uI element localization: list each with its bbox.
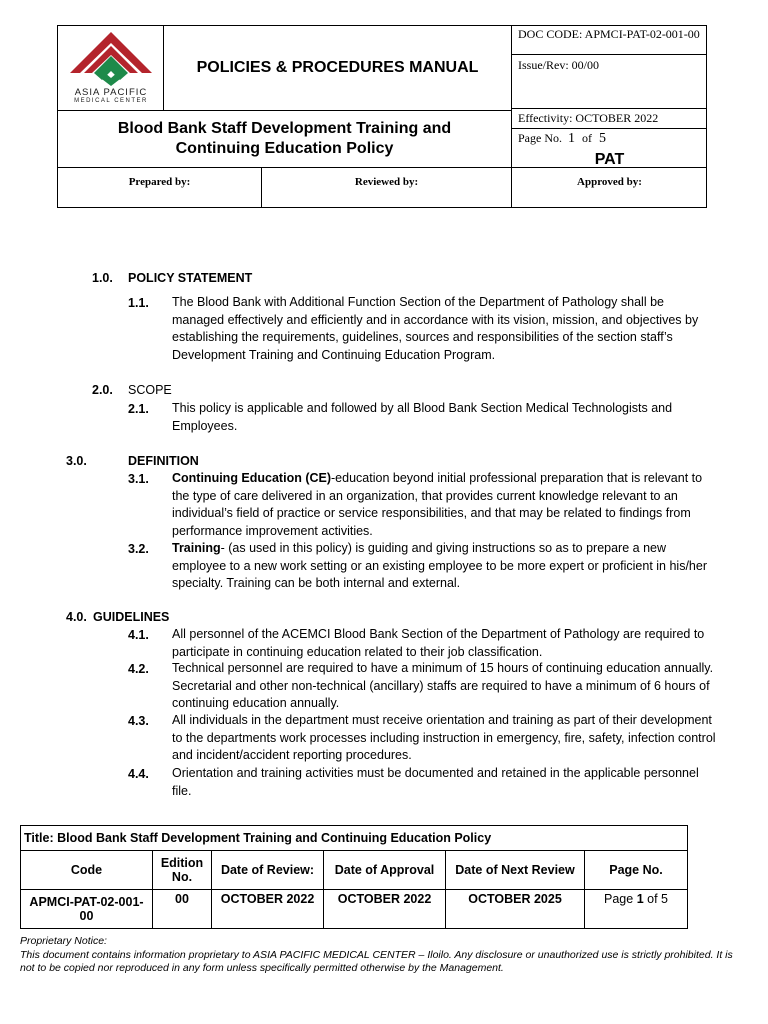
section-3-title: DEFINITION (128, 454, 199, 468)
item-3-2-number: 3.2. (128, 542, 149, 556)
item-4-3-text: All individuals in the department must receive orientation and training as part of their development to the departments work processes including instruction in emergency, fire, safety, infection control and incident/accident reporting procedures. (172, 713, 716, 762)
page-of: of (582, 131, 592, 145)
cell-page-suffix: of 5 (643, 892, 668, 906)
item-4-4-number: 4.4. (128, 767, 149, 781)
header-date-approval: Date of Approval (324, 851, 446, 890)
cell-date-review: OCTOBER 2022 (212, 890, 324, 929)
definition-continuing-education: -education beyond initial professional preparation that is relevant to the type of care delivered in an organization, that provides current knowledge relevant to an individual’s field of practice or service responsibilities, and that may be related to findings from performance improvement activities. (172, 471, 703, 538)
section-1-number: 1.0. (92, 271, 113, 285)
proprietary-notice (20, 935, 750, 976)
section-1-title: POLICY STATEMENT (128, 271, 253, 285)
section-4-title: GUIDELINES (93, 610, 170, 624)
approved-by: Approved by: (511, 167, 707, 208)
department-code: PAT (594, 151, 625, 168)
item-4-1-text: All personnel of the ACEMCI Blood Bank Section of the Department of Pathology are required to participate in continuing education related to their job classification. (172, 627, 705, 659)
item-3-1-text (172, 470, 717, 540)
header-date-next-review: Date of Next Review (446, 851, 585, 890)
doc-code: DOC CODE: APMCI-PAT-02-001-00 (512, 26, 707, 55)
page-no-value: 1 (568, 131, 575, 146)
definition-training: - (as used in this policy) is guiding and giving instructions so as to prepare a new employee to a new work setting or an existing employee to be more expert or proficient in his/her specialty. Training can be both internal and external. (172, 541, 707, 590)
item-3-1-number: 3.1. (128, 472, 149, 486)
issue-rev: Issue/Rev: 00/00 (512, 55, 707, 109)
cell-page-no (585, 890, 688, 929)
policy-title-text: Blood Bank Staff Development Training and Continuing Education Policy (117, 120, 452, 157)
logo-subname: MEDICAL CENTER (74, 98, 148, 104)
item-3-2-text (172, 540, 717, 593)
cell-date-next-review: OCTOBER 2025 (446, 890, 585, 929)
header-edition: Edition No. (153, 851, 212, 890)
summary-title: Title: Blood Bank Staff Development Training and Continuing Education Policy (21, 826, 688, 851)
document-summary-table (20, 825, 688, 929)
header-page-no: Page No. (585, 851, 688, 890)
cell-date-approval: OCTOBER 2022 (324, 890, 446, 929)
page-no-label: Page No. (518, 131, 562, 145)
policy-title (58, 110, 511, 167)
prepared-by: Prepared by: (58, 167, 262, 208)
document-header (57, 25, 707, 208)
item-2-1-text: This policy is applicable and followed by all Blood Bank Section Medical Technologists and Employees. (172, 401, 673, 433)
summary-data-row (21, 890, 688, 929)
item-4-4-text: Orientation and training activities must be documented and retained in the applicable personnel file. (172, 766, 699, 798)
page-number (512, 129, 707, 150)
section-2-title: SCOPE (128, 383, 172, 397)
item-4-2-number: 4.2. (128, 662, 149, 676)
reviewed-by: Reviewed by: (262, 167, 511, 208)
manual-title: POLICIES & PROCEDURES MANUAL (196, 59, 479, 76)
section-4-number: 4.0. (66, 610, 87, 624)
doc-info-column (511, 26, 707, 167)
term-training: Training (172, 541, 221, 555)
summary-header-row (21, 851, 688, 890)
term-continuing-education: Continuing Education (CE) (172, 471, 332, 485)
summary-title-row (21, 826, 688, 851)
cell-page-prefix: Page (604, 892, 637, 906)
hospital-logo-icon (58, 28, 164, 90)
item-2-1-number: 2.1. (128, 402, 149, 416)
cell-page-num: 1 (636, 892, 644, 906)
header-code: Code (21, 851, 153, 890)
item-4-3-number: 4.3. (128, 714, 149, 728)
item-1-1-text: The Blood Bank with Additional Function Section of the Department of Pathology shall be managed effectively and efficiently and in accordance with its vision, mission, and objectives by establishing the requirements, guidelines, sources and responsibilities of the section staff’s Development Training and Continuing Education Program. (172, 295, 699, 362)
effectivity: Effectivity: OCTOBER 2022 (512, 109, 707, 129)
item-4-1-number: 4.1. (128, 628, 149, 642)
section-2-number: 2.0. (92, 383, 113, 397)
notice-label: Proprietary Notice: (20, 935, 107, 947)
notice-text: This document contains information proprietary to ASIA PACIFIC MEDICAL CENTER – Iloilo. Any disclosure or unauthorized use is strictly prohibited. It is not to be copied nor reproduced in any form unless specifically permitted otherwise by the Management. (20, 948, 733, 974)
item-4-2-text: Technical personnel are required to have a minimum of 15 hours of continuing education annually. Secretarial and other non-technical (ancillary) staffs are required to have a minimum of 6 hours of continuing education annually. (172, 661, 714, 710)
item-1-1-number: 1.1. (128, 296, 149, 310)
cell-edition: 00 (153, 890, 212, 929)
cell-code: APMCI-PAT-02-001-00 (21, 890, 153, 929)
logo-name: ASIA PACIFIC (74, 87, 148, 98)
page-total: 5 (599, 131, 606, 146)
header-date-review: Date of Review: (212, 851, 324, 890)
section-3-number: 3.0. (66, 454, 87, 468)
logo-box (58, 26, 164, 110)
